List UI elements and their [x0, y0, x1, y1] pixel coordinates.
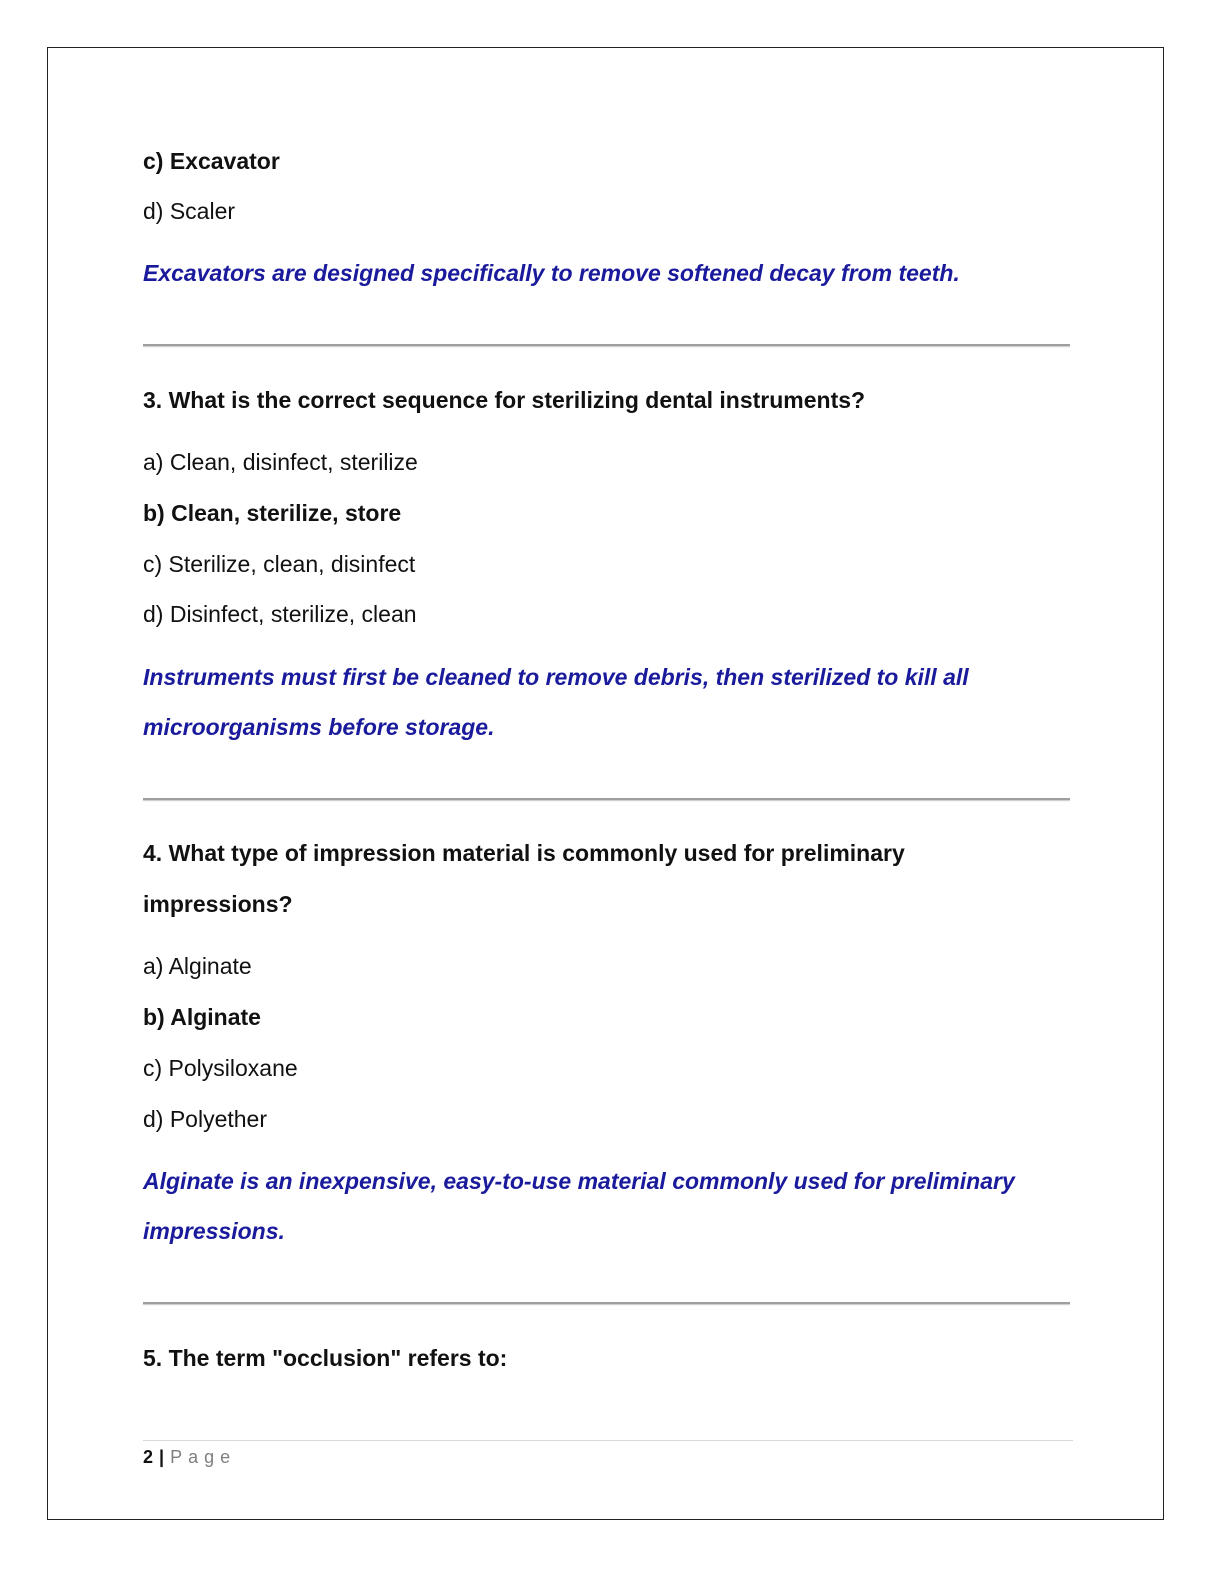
q2-option-c-correct: c) Excavator [143, 148, 280, 174]
q2-option-d: d) Scaler [143, 198, 236, 224]
q4-explanation-line-2: impressions. [143, 1218, 285, 1244]
separator-3 [143, 1302, 1070, 1304]
footer-rule [143, 1440, 1073, 1441]
page-label: Page [170, 1447, 237, 1467]
q3-explanation-line-2: microorganisms before storage. [143, 714, 495, 740]
q4-option-a: a) Alginate [143, 953, 252, 979]
separator-1 [143, 344, 1070, 346]
q4-option-c: c) Polysiloxane [143, 1055, 298, 1081]
q3-option-b-correct: b) Clean, sterilize, store [143, 500, 402, 526]
q3-question: 3. What is the correct sequence for sterilizing dental instruments? [143, 387, 866, 413]
q4-question-line-2: impressions? [143, 891, 293, 917]
q4-option-d: d) Polyether [143, 1106, 268, 1132]
q4-question-line-1: 4. What type of impression material is commonly used for preliminary [143, 840, 905, 866]
page-footer [143, 1445, 236, 1469]
q3-explanation-line-1: Instruments must first be cleaned to remove debris, then sterilized to kill all [143, 664, 969, 690]
q4-explanation-line-1: Alginate is an inexpensive, easy-to-use material commonly used for preliminary [143, 1168, 1015, 1194]
q5-question: 5. The term "occlusion" refers to: [143, 1345, 508, 1371]
footer-separator: | [159, 1447, 165, 1467]
q3-option-d: d) Disinfect, sterilize, clean [143, 601, 417, 627]
separator-2 [143, 798, 1070, 800]
q2-explanation: Excavators are designed specifically to remove softened decay from teeth. [143, 260, 960, 286]
q4-option-b-correct: b) Alginate [143, 1004, 261, 1030]
page-number: 2 [143, 1447, 154, 1467]
q3-option-c: c) Sterilize, clean, disinfect [143, 551, 416, 577]
q3-option-a: a) Clean, disinfect, sterilize [143, 449, 418, 475]
